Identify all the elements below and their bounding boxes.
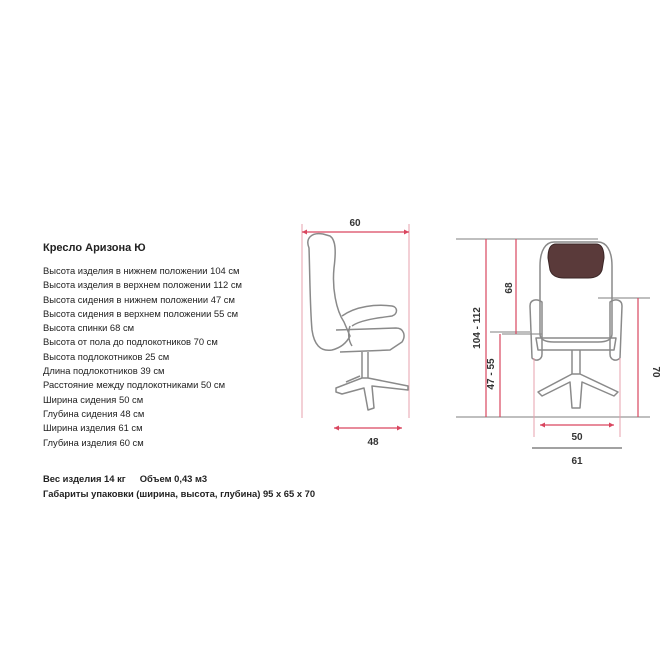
summary-block: [43, 471, 315, 501]
spec-item: Глубина сидения 48 см: [43, 407, 145, 419]
spec-item: Расстояние между подлокотниками 50 см: [43, 379, 226, 391]
spec-item: Высота сидения в верхнем положении 55 см: [43, 307, 239, 319]
product-title: Кресло Аризона Ю: [43, 242, 146, 254]
spec-item: Высота сидения в нижнем положении 47 см: [43, 293, 235, 305]
arm-height-label: 70: [650, 366, 661, 378]
arm-gap-label: 50: [571, 432, 583, 443]
spec-item: Высота изделия в нижнем положении 104 см: [43, 265, 240, 276]
chair-side-view: [296, 210, 421, 450]
spec-item: Ширина сидения 50 см: [43, 393, 144, 405]
total-height-label: 104 - 112: [472, 307, 483, 349]
spec-list: [43, 264, 242, 450]
spec-item: Высота подлокотников 25 см: [43, 350, 170, 362]
spec-item: Высота изделия в верхнем положении 112 см: [43, 279, 242, 291]
back-height-label: 68: [504, 282, 515, 294]
spec-item: Глубина изделия 60 см: [43, 436, 144, 448]
spec-item: Ширина изделия 61 см: [43, 422, 143, 434]
spec-item: Высота от пола до подлокотников 70 см: [43, 336, 218, 348]
spec-item: Высота спинки 68 см: [43, 322, 135, 334]
package-text: Габариты упаковки (ширина, высота, глубина) 95 х 65 х 70: [43, 488, 316, 499]
side-width-label: 60: [349, 218, 361, 229]
weight-volume-line: [43, 471, 315, 486]
weight-text: Вес изделия 14 кг: [43, 473, 126, 484]
seat-height-label: 47 - 55: [486, 358, 497, 390]
chair-side-outline: [308, 234, 408, 410]
headrest-panel: [548, 244, 604, 278]
volume-text: Объем 0,43 м3: [139, 473, 208, 484]
total-width-label: 61: [571, 456, 583, 467]
spec-item: Длина подлокотников 39 см: [43, 365, 165, 377]
side-depth-label: 48: [367, 437, 379, 448]
chair-front-view: [450, 222, 665, 477]
